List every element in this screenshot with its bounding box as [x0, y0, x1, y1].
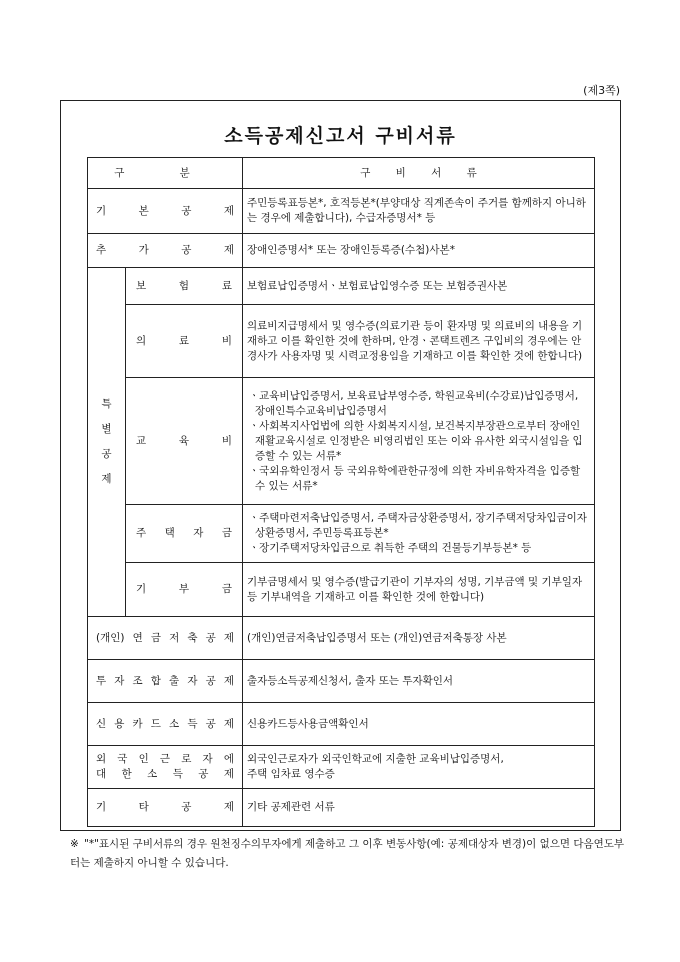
row-investment-label: 투 자 조 합 출 자 공 제	[88, 660, 243, 703]
row-additional-text: 장애인증명서* 또는 장애인등록증(수첩)사본*	[243, 234, 595, 268]
row-insurance-label: 보 험 료	[126, 268, 243, 305]
row-basic-text: 주민등록표등본*, 호적등본*(부양대상 직계존속이 주거를 함께하지 아니하는 경우에 제출합니다), 수급자증명서* 등	[243, 189, 595, 234]
header-category: 구 분	[88, 158, 243, 189]
table-header-row	[88, 158, 595, 189]
list-item: ㆍ국외유학인정서 등 국외유학에관한규정에 의한 자비유학자격을 입증할 수 있는 서류*	[249, 464, 581, 492]
row-credit-card-label: 신 용 카 드 소 득 공 제	[88, 703, 243, 746]
row-credit-card	[88, 703, 595, 746]
list-item: ㆍ교육비납입증명서, 보육료납부영수증, 학원교육비(수강료)납입증명서, 장애인특수교육비납입증명서	[249, 389, 579, 417]
row-education-text	[243, 378, 595, 505]
row-housing	[88, 505, 595, 563]
row-foreign	[88, 746, 595, 789]
list-item: ㆍ사회복지사업법에 의한 사회복지시설, 보건복지부장관으로부터 장애인 재활교육시설로 인정받은 비영리법인 또는 이와 유사한 외국시설임을 입증할 수 있는 서류*	[249, 419, 583, 462]
row-housing-text	[243, 505, 595, 563]
row-medical-label: 의 료 비	[126, 305, 243, 378]
row-pension-label: (개인) 연 금 저 축 공 제	[88, 617, 243, 660]
row-housing-label: 주 택 자 금	[126, 505, 243, 563]
page-title: 소득공제신고서 구비서류	[224, 125, 457, 147]
row-credit-card-text: 신용카드등사용금액확인서	[243, 703, 595, 746]
footnote	[70, 835, 625, 873]
row-foreign-label: 외 국 인 근 로 자 에 대 한 소 득 공 제	[88, 746, 243, 789]
row-investment	[88, 660, 595, 703]
row-basic-label: 기 본 공 제	[88, 189, 243, 234]
list-item: ㆍ주택마련저축납입증명서, 주택자금상환증명서, 장기주택저당차입금이자상환증명서, 주민등록표등본*	[249, 512, 587, 539]
row-pension	[88, 617, 595, 660]
row-insurance	[88, 268, 595, 305]
row-other-text: 기타 공제관련 서류	[243, 789, 595, 827]
row-education	[88, 378, 595, 505]
row-education-label: 교 육 비	[126, 378, 243, 505]
row-donation-label: 기 부 금	[126, 563, 243, 617]
documents-table	[87, 157, 595, 827]
row-medical-text: 의료비지급명세서 및 영수증(의료기관 등이 환자명 및 의료비의 내용을 기재하고 이를 확인한 것에 한하며, 안경ㆍ콘택트렌즈 구입비의 경우에는 안경사가 사용자명 및 시력교정용임을 기재하고 이를 확인한 것에 한합니다)	[243, 305, 595, 378]
row-medical	[88, 305, 595, 378]
header-documents: 구 비 서 류	[243, 158, 595, 189]
row-foreign-text: 외국인근로자가 외국인학교에 지출한 교육비납입증명서, 주택 임차료 영수증	[243, 746, 595, 789]
note-text: "*"표시된 구비서류의 경우 원천징수의무자에게 제출하고 그 이후 변동사항(예: 공제대상자 변경)이 없으면 다음연도부터는 제출하지 아니할 수 있습니다.	[70, 838, 625, 869]
note-mark: ※	[70, 838, 79, 850]
page-number-label: (제3쪽)	[583, 84, 620, 97]
row-investment-text: 출자등소득공제신청서, 출자 또는 투자확인서	[243, 660, 595, 703]
row-other-label: 기 타 공 제	[88, 789, 243, 827]
row-basic	[88, 189, 595, 234]
list-item: ㆍ장기주택저당차입금으로 취득한 주택의 건물등기부등본* 등	[249, 542, 532, 554]
row-donation	[88, 563, 595, 617]
special-deduction-label: 특 별 공 제	[88, 268, 126, 617]
row-additional-label: 추 가 공 제	[88, 234, 243, 268]
row-other	[88, 789, 595, 827]
row-additional	[88, 234, 595, 268]
row-donation-text: 기부금명세서 및 영수증(발급기관이 기부자의 성명, 기부금액 및 기부일자 등 기부내역을 기재하고 이를 확인한 것에 한합니다)	[243, 563, 595, 617]
row-pension-text: (개인)연금저축납입증명서 또는 (개인)연금저축통장 사본	[243, 617, 595, 660]
row-insurance-text: 보험료납입증명서ㆍ보험료납입영수증 또는 보험증권사본	[243, 268, 595, 305]
